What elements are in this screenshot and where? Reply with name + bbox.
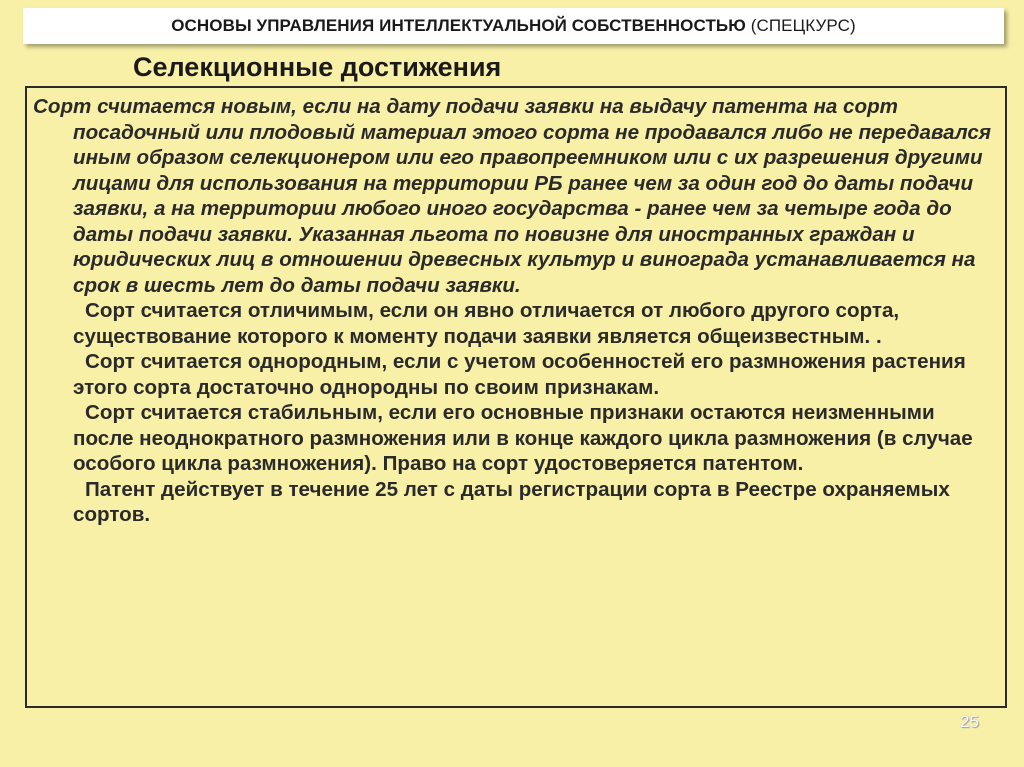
header-title bbox=[171, 16, 856, 36]
header-bar bbox=[23, 8, 1004, 44]
paragraph-stability: Сорт считается стабильным, если его основные признаки остаются неизменными после неоднократного размножения или в конце каждого цикла размножения (в случае особого цикла размножения). Право на сорт удостоверяется патентом. bbox=[73, 401, 973, 475]
paragraph-novelty: Сорт считается новым, если на дату подачи заявки на выдачу патента на сорт посадочный или плодовый материал этого сорта не продавался либо не передавался иным образом селекционером или его правопреемником или с их разрешения другими лицами для использования на территории РБ ранее чем за один год до даты подачи заявки, а на территории любого иного государства - ранее чем за четыре года до даты подачи заявки. Указанная льгота по новизне для иностранных граждан и юридических лиц в отношении древесных культур и винограда устанавливается на срок в шесть лет до даты подачи заявки. bbox=[33, 95, 991, 297]
slide-title: Селекционные достижения bbox=[133, 52, 502, 82]
paragraph-uniformity: Сорт считается однородным, если с учетом особенностей его размножения растения этого сорта достаточно однородны по своим признакам. bbox=[73, 350, 966, 399]
page-number: 25 bbox=[960, 712, 979, 731]
content-box bbox=[25, 86, 1007, 708]
header-title-main: ОСНОВЫ УПРАВЛЕНИЯ ИНТЕЛЛЕКТУАЛЬНОЙ СОБСТВЕННОСТЬЮ bbox=[171, 16, 746, 35]
paragraph-distinctness: Сорт считается отличимым, если он явно отличается от любого другого сорта, существование которого к моменту подачи заявки является общеизвестным. . bbox=[73, 299, 900, 348]
paragraph-patent-term: Патент действует в течение 25 лет с даты регистрации сорта в Реестре охраняемых сортов. bbox=[73, 477, 950, 526]
header-title-suffix: (СПЕЦКУРС) bbox=[750, 16, 856, 35]
